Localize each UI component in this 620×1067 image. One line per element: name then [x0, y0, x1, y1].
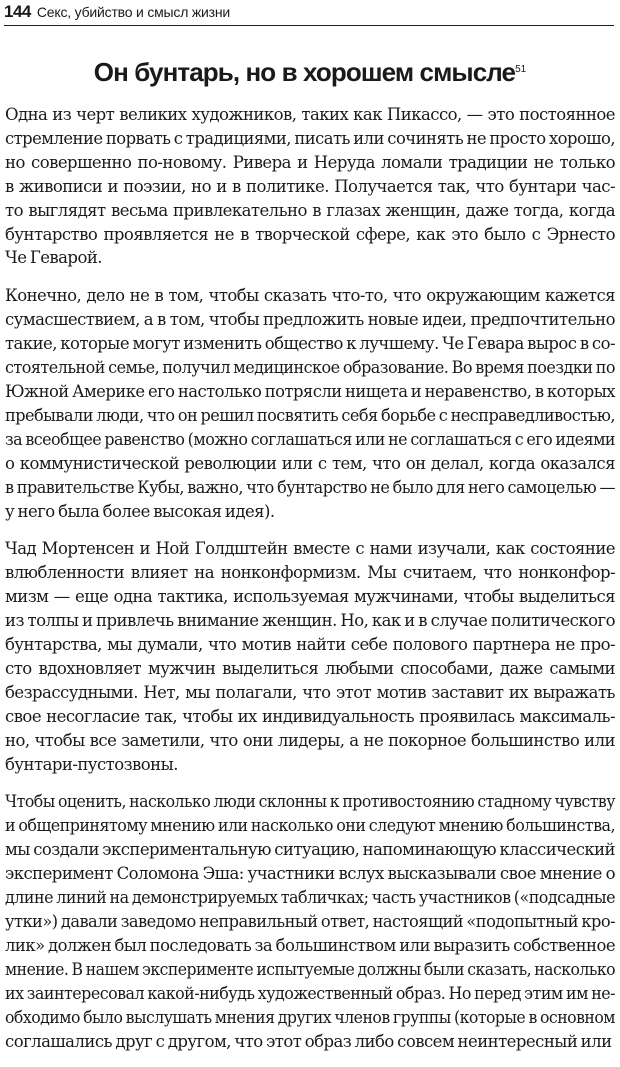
paragraph — [5, 103, 615, 270]
text-line: соглашались друг с другом, что этот образ либо совсем неинтересный или — [5, 1031, 612, 1051]
text-line: из толпы и привлечь внимание женщин. Но, как и в случае политического — [5, 611, 615, 631]
text-line: Южной Америке его настолько потрясли нищета и неравенство, в которых — [5, 381, 615, 401]
text-line: Одна из черт великих художников, таких как Пикассо, — это постоянное — [5, 105, 615, 124]
section-title-text: Он бунтарь, но в хорошем смысле — [93, 57, 516, 87]
paragraph — [5, 284, 615, 523]
body-text — [5, 103, 615, 1067]
text-line: их заинтересовал какой-нибудь художественный образ. Но перед этим им не- — [5, 983, 615, 1003]
text-line: в живописи и поэзии, но и в политике. Получается так, что бунтари час- — [5, 176, 615, 196]
text-line: свое несогласие так, чтобы их индивидуальность проявилась максималь- — [5, 706, 615, 726]
paragraph — [5, 790, 615, 1053]
text-line: стремление порвать с традициями, писать или сочинять не просто хорошо, — [5, 128, 616, 148]
page-number: 144 — [4, 2, 31, 21]
text-line: за всеобщее равенство (можно соглашаться или не соглашаться с его идеями — [5, 429, 615, 449]
text-line: лик» должен был последовать за большинством или выразить собственное — [5, 935, 616, 955]
text-line: но, чтобы все заметили, что они лидеры, а не покорное большинство или — [5, 730, 615, 750]
text-line: о коммунистической революции или с тем, что он делал, когда оказался — [5, 453, 615, 473]
paragraph — [5, 537, 615, 776]
text-line: и общепринятому мнению или насколько они следуют мнению большинства, — [5, 816, 615, 836]
text-line: такие, которые могут изменить общество к лучшему. Че Гевара вырос в со- — [5, 334, 615, 354]
text-line: Конечно, дело не в том, чтобы сказать что-то, что окружающим кажется — [5, 286, 615, 306]
text-line: бунтарства, мы думали, что мотив найти себе полового партнера не про- — [5, 635, 615, 655]
text-line: влюбленности влияет на нонконформизм. Мы считаем, что нонконфор- — [5, 563, 615, 583]
text-line: то выглядят весьма привлекательно в глазах женщин, даже тогда, когда — [5, 200, 615, 220]
section-title — [0, 56, 620, 88]
text-line: в правительстве Кубы, важно, что бунтарство не было для него самоцелью — — [5, 477, 616, 497]
text-line: сто вдохновляет мужчин выделиться любыми способами, даже самыми — [5, 658, 615, 678]
text-line: обходимо было выслушать мнения других членов группы (которые в основном — [5, 1007, 616, 1027]
text-line: но совершенно по-новому. Ривера и Неруда ломали традиции не только — [5, 152, 615, 172]
running-header — [4, 1, 614, 26]
text-line: Че Геварой. — [5, 248, 102, 268]
text-line: мизм — еще одна тактика, используемая мужчинами, чтобы выделиться — [5, 587, 615, 607]
book-title: Секс, убийство и смысл жизни — [36, 4, 231, 20]
text-line: сумасшествием, а в том, чтобы предложить новые идеи, предпочтительно — [5, 310, 615, 330]
text-line: мы создали экспериментальную ситуацию, напоминающую классический — [5, 840, 615, 860]
footnote-reference: 51 — [515, 64, 527, 75]
text-line: Чтобы оценить, насколько люди склонны к противостоянию стадному чувству — [5, 792, 615, 812]
text-line: пребывали люди, что он решил посвятить себя борьбе с несправедливостью, — [5, 405, 615, 425]
text-line: бунтарство проявляется не в творческой сфере, как это было с Эрнесто — [5, 224, 615, 244]
text-line: мнение. В нашем эксперименте испытуемые должны были сказать, насколько — [5, 959, 616, 979]
text-line: безрассудными. Нет, мы полагали, что этот мотив заставит их выражать — [5, 682, 615, 702]
text-line: эксперимент Соломона Эша: участники вслух высказывали свое мнение о — [5, 864, 615, 884]
text-line: у него была более высокая идея). — [5, 501, 275, 521]
text-line: стоятельной семье, получил медицинское образование. Во время поездки по — [5, 358, 616, 378]
text-line: Чад Мортенсен и Ной Голдштейн вместе с нами изучали, как состояние — [5, 539, 615, 559]
text-line: длине линий на демонстрируемых табличках; часть участников («подсадные — [5, 888, 615, 908]
text-line: бунтари-пустозвоны. — [5, 754, 178, 774]
text-line: утки») давали заведомо неправильный ответ, настоящий «подопытный кро- — [5, 912, 616, 931]
